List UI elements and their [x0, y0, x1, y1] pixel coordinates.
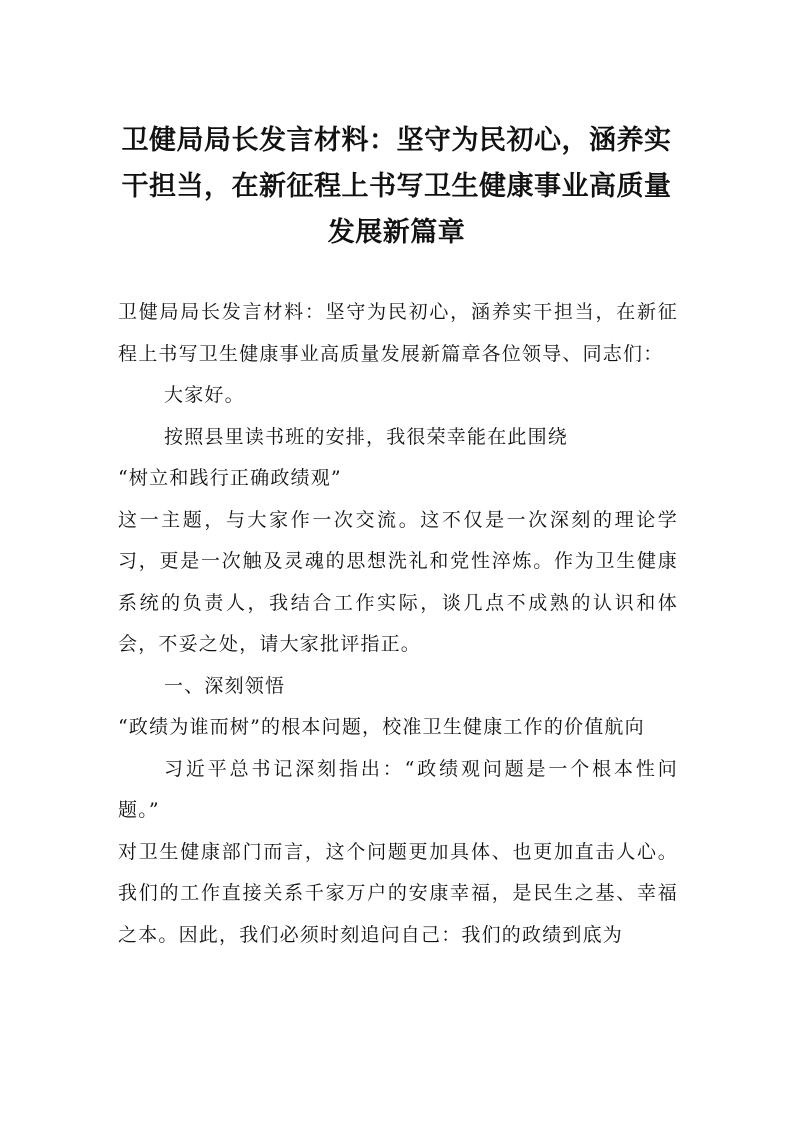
paragraph-xi-quote: 习近平总书记深刻指出：“政绩观问题是一个根本性问题。”	[118, 757, 678, 821]
document-title: 卫健局局长发言材料：坚守为民初心，涵养实干担当，在新征程上书写卫生健康事业高质量发展新篇章	[121, 125, 672, 248]
section-heading-1: 一、深刻领悟	[164, 674, 286, 697]
section-heading-1-continued: “政绩为谁而树”的根本问题，校准卫生健康工作的价值航向	[118, 716, 645, 738]
paragraph-health-dept: 对卫生健康部门而言，这个问题更加具体、也更加直击人心。我们的工作直接关系千家万户的安康幸福，是民生之基、幸福之本。因此，我们必须时刻追问自己：我们的政绩到底为	[118, 840, 678, 946]
paragraph-intro: 卫健局局长发言材料：坚守为民初心，涵养实干担当，在新征程上书写卫生健康事业高质量发展新篇章各位领导、同志们：	[118, 301, 678, 365]
paragraph-arrangement: 按照县里读书班的安排，我很荣幸能在此围绕	[164, 425, 569, 448]
paragraph-greeting: 大家好。	[164, 384, 245, 406]
document-body	[118, 292, 678, 956]
paragraph-theme-quote: “树立和践行正确政绩观”	[118, 467, 342, 489]
paragraph-theme-body: 这一主题，与大家作一次交流。这不仅是一次深刻的理论学习，更是一次触及灵魂的思想洗礼和党性淬炼。作为卫生健康系统的负责人，我结合工作实际，谈几点不成熟的认识和体会，不妥之处，请大家批评指正。	[118, 508, 678, 655]
